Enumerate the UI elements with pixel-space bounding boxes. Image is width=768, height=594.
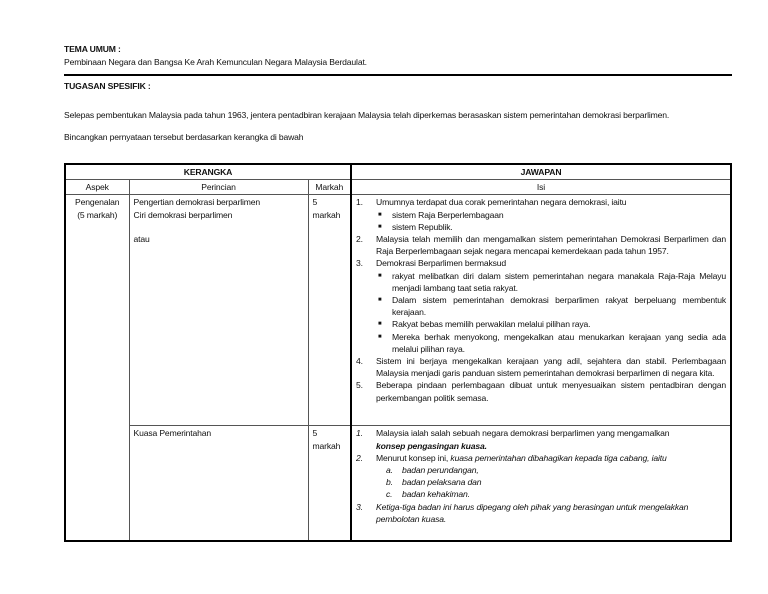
- aspek-header: Aspek: [65, 180, 129, 195]
- bullet-item: [356, 209, 726, 221]
- list-item: [356, 379, 726, 403]
- item-text: Menurut konsep ini,: [376, 452, 449, 463]
- tugasan-text: Selepas pembentukan Malaysia pada tahun 1963, jentera pentadbiran kerajaan Malaysia telah diperkemas berasaskan sistem pemerintahan demokrasi berparlimen.: [64, 110, 670, 120]
- sub-item: [356, 464, 726, 476]
- item-number: 2.: [356, 234, 363, 245]
- bullet-item: [356, 331, 726, 355]
- markah-cell: 5 markah: [308, 426, 351, 542]
- tema-text: Pembinaan Negara dan Bangsa Ke Arah Kemunculan Negara Malaysia Berdaulat.: [64, 57, 367, 67]
- bullet-item: [356, 294, 726, 318]
- bullet-item: [356, 318, 726, 330]
- item-text: Demokrasi Berparlimen bermaksud: [376, 258, 507, 269]
- list-item: [356, 196, 726, 208]
- bullet-text: sistem Raja Berperlembagaan: [392, 209, 504, 220]
- item-bold-text: konsep pengasingan kuasa.: [376, 440, 487, 451]
- divider: [64, 74, 732, 76]
- aspek-cell: [65, 195, 129, 542]
- bullet-icon: ■: [378, 272, 382, 279]
- tema-label: TEMA UMUM :: [64, 44, 121, 54]
- bullet-text: sistem Republik.: [392, 221, 453, 232]
- bullet-icon: ■: [378, 211, 382, 218]
- list-item: [356, 257, 726, 269]
- bullet-item: [356, 221, 726, 233]
- sub-text: badan perundangan,: [402, 465, 479, 476]
- bullet-icon: ■: [378, 333, 382, 340]
- kerangka-header: KERANGKA: [65, 164, 351, 180]
- markah-header: Markah: [308, 180, 351, 195]
- perincian-item: Ciri demokrasi berparlimen: [133, 209, 233, 220]
- bullet-text: Rakyat bebas memilih perwakilan melalui pilihan raya.: [392, 319, 591, 330]
- item-number: 2.: [356, 452, 363, 463]
- sub-item: [356, 476, 726, 488]
- list-item: [356, 452, 726, 464]
- item-text: Umumnya terdapat dua corak pemerintahan negara demokrasi, iaitu: [376, 197, 627, 208]
- item-text: Ketiga-tiga badan ini harus dipegang oleh pihak yang berasingan untuk mengelakkan pembolotan kuasa.: [376, 501, 689, 524]
- isi-cell: [351, 195, 731, 426]
- sub-text: badan pelaksana dan: [402, 477, 482, 488]
- perincian-cell: [129, 195, 308, 426]
- bullet-icon: ■: [378, 321, 382, 328]
- isi-header: Isi: [351, 180, 731, 195]
- item-text: Malaysia telah memilih dan mengamalkan sistem pemerintahan Demokrasi Berparlimen dan Raja Berperlembagaan sejak negara mencapai kemerdekaan pada tahun 1957.: [376, 234, 726, 257]
- item-number: 1.: [356, 197, 363, 208]
- item-number: 3.: [356, 258, 363, 269]
- perincian-cell: Kuasa Pemerintahan: [129, 426, 308, 542]
- sub-letter: c.: [386, 489, 393, 500]
- perincian-header: Perincian: [129, 180, 308, 195]
- sub-text: badan kehakiman.: [402, 489, 470, 500]
- item-text: Sistem ini berjaya mengekalkan kerajaan yang adil, sejahtera dan stabil. Perlembagaan Malaysia menjadi garis panduan sistem pemerintahan demokrasi berparlimen di negara kita.: [376, 356, 726, 379]
- bullet-icon: ■: [378, 223, 382, 230]
- perincian-item: atau: [133, 233, 150, 244]
- item-text: Beberapa pindaan perlembagaan dibuat untuk menyesuaikan sistem pentadbiran dengan perkembangan politik semasa.: [376, 380, 726, 403]
- list-item: [356, 355, 726, 379]
- bullet-text: rakyat melibatkan diri dalam sistem pemerintahan negara manakala Raja-Raja Melayu menjadi lambang taat setia rakyat.: [392, 270, 726, 293]
- bullet-text: Dalam sistem pemerintahan demokrasi berparlimen rakyat berpeluang membentuk kerajaan.: [392, 295, 726, 318]
- item-number: 3.: [356, 501, 363, 512]
- markah-cell: 5 markah: [308, 195, 351, 426]
- sub-letter: b.: [386, 477, 393, 488]
- bullet-item: [356, 270, 726, 294]
- table-row: [65, 426, 731, 542]
- bullet-text: Mereka berhak menyokong, mengekalkan atau menukarkan kerajaan yang sedia ada melalui pilihan raya.: [392, 331, 726, 354]
- item-number: 4.: [356, 356, 363, 367]
- item-text: Malaysia ialah salah sebuah negara demokrasi berparlimen yang mengamalkan: [376, 428, 670, 439]
- aspek-markah: (5 markah): [77, 209, 118, 220]
- sub-item: [356, 488, 726, 500]
- list-item: [356, 501, 726, 525]
- tugasan-label: TUGASAN SPESIFIK :: [64, 81, 151, 91]
- item-italic-text: kuasa pemerintahan dibahagikan kepada tiga cabang, iaitu: [450, 452, 667, 463]
- sub-letter: a.: [386, 465, 393, 476]
- jawapan-header: JAWAPAN: [351, 164, 731, 180]
- answer-table: [64, 163, 732, 542]
- item-number: 5.: [356, 380, 363, 391]
- perincian-item: Pengertian demokrasi berparlimen: [133, 197, 261, 208]
- aspek-text: Pengenalan: [75, 197, 120, 208]
- bullet-icon: ■: [378, 297, 382, 304]
- instruction: Bincangkan pernyataan tersebut berdasarkan kerangka di bawah: [64, 132, 304, 142]
- list-item: [356, 427, 726, 451]
- isi-cell: [351, 426, 731, 542]
- table-row: [65, 195, 731, 426]
- list-item: [356, 233, 726, 257]
- item-number: 1.: [356, 428, 363, 439]
